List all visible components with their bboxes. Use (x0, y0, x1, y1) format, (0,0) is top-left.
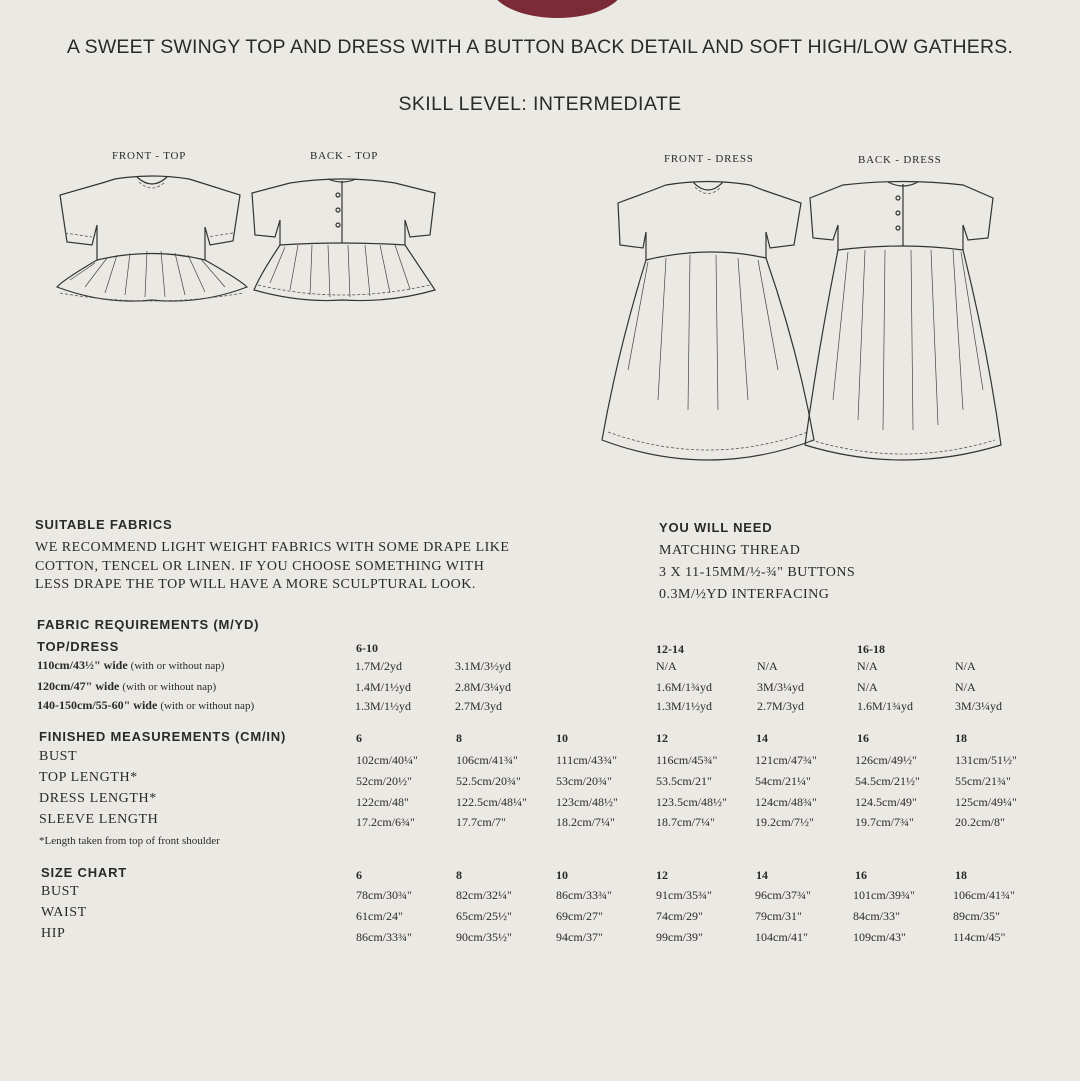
size-label: HIP (41, 926, 66, 941)
size-cell: 106cm/41¾" (953, 888, 1015, 902)
label-back-top: BACK - TOP (310, 150, 379, 162)
measure-cell: 54cm/21¼" (755, 774, 811, 788)
size-header: 12 (656, 868, 668, 882)
size-label: WAIST (41, 905, 87, 920)
fabric-cell: N/A (857, 659, 878, 673)
finished-measurements-table (0, 729, 1080, 854)
you-will-need-heading: YOU WILL NEED (659, 520, 773, 535)
front-top-illustration (55, 165, 250, 315)
measure-cell: 53cm/20¾" (556, 774, 612, 788)
size-cell: 114cm/45" (953, 930, 1006, 944)
fabric-line: COTTON, TENCEL OR LINEN. IF YOU CHOOSE SOMETHING WITH (35, 558, 485, 574)
measure-cell: 53.5cm/21" (656, 774, 712, 788)
size-cell: 84cm/33" (853, 909, 900, 923)
measure-cell: 52cm/20½" (356, 774, 412, 788)
skill-level: SKILL LEVEL: INTERMEDIATE (398, 93, 682, 115)
measure-cell: 123.5cm/48½" (656, 795, 727, 809)
fabric-cell: N/A (955, 680, 976, 694)
measure-cell: 116cm/45¾" (656, 753, 718, 767)
size-cell: 94cm/37" (556, 930, 603, 944)
measure-cell: 111cm/43¾" (556, 753, 618, 767)
size-cell: 86cm/33¾" (556, 888, 612, 902)
size-header: 6 (356, 731, 362, 745)
measure-cell: 17.2cm/6¾" (356, 815, 415, 829)
fabric-cell: N/A (757, 659, 778, 673)
size-cell: 101cm/39¾" (853, 888, 915, 902)
size-chart-heading: SIZE CHART (41, 865, 127, 880)
suitable-fabrics-heading: SUITABLE FABRICS (35, 517, 173, 532)
back-top-illustration (250, 165, 445, 315)
front-dress-illustration (598, 170, 818, 475)
fabric-cell: 2.8M/3¼yd (455, 680, 512, 694)
fabric-row-label: 120cm/47" wide (with or without nap) (37, 679, 217, 693)
need-item: MATCHING THREAD (659, 543, 801, 558)
fabric-cell: 3M/3¼yd (757, 680, 805, 694)
fabric-cell: 1.3M/1½yd (656, 699, 713, 713)
measure-cell: 125cm/49¼" (955, 795, 1017, 809)
top-dress-subheading: TOP/DRESS (37, 639, 120, 654)
size-group: 16-18 (857, 642, 885, 656)
fabric-line: WE RECOMMEND LIGHT WEIGHT FABRICS WITH SOME DRAPE LIKE (35, 540, 510, 555)
measure-cell: 122.5cm/48¼" (456, 795, 527, 809)
size-header: 10 (556, 731, 568, 745)
size-cell: 91cm/35¾" (656, 888, 712, 902)
size-cell: 65cm/25½" (456, 909, 512, 923)
measure-label: TOP LENGTH* (39, 770, 138, 785)
fabric-cell: N/A (955, 659, 976, 673)
size-cell: 78cm/30¾" (356, 888, 412, 902)
size-cell: 79cm/31" (755, 909, 802, 923)
size-header: 18 (955, 731, 967, 745)
size-cell: 90cm/35½" (456, 930, 512, 944)
size-cell: 61cm/24" (356, 909, 403, 923)
measure-cell: 106cm/41¾" (456, 753, 518, 767)
size-header: 18 (955, 868, 967, 882)
size-header: 12 (656, 731, 668, 745)
size-group: 12-14 (656, 642, 684, 656)
measure-cell: 124.5cm/49" (855, 795, 917, 809)
label-front-top: FRONT - TOP (112, 150, 187, 162)
need-item: 3 X 11-15MM/½-¾" BUTTONS (659, 565, 856, 580)
measure-label: BUST (39, 749, 78, 764)
tagline: A SWEET SWINGY TOP AND DRESS WITH A BUTTON BACK DETAIL AND SOFT HIGH/LOW GATHERS. (66, 36, 1014, 58)
size-header: 8 (456, 731, 462, 745)
size-header: 6 (356, 868, 362, 882)
size-cell: 82cm/32¼" (456, 888, 512, 902)
size-header: 16 (855, 868, 867, 882)
measure-cell: 20.2cm/8" (955, 815, 1005, 829)
measure-cell: 55cm/21¾" (955, 774, 1011, 788)
size-cell: 99cm/39" (656, 930, 703, 944)
fabric-row-label: 140-150cm/55-60" wide (with or without nap) (37, 698, 255, 712)
fabric-cell: 1.6M/1¾yd (656, 680, 713, 694)
measure-footnote: *Length taken from top of front shoulder (39, 835, 220, 847)
fabric-cell: 2.7M/3yd (757, 699, 805, 713)
fabric-row-label: 110cm/43½" wide (with or without nap) (37, 658, 225, 672)
fabric-cell: 2.7M/3yd (455, 699, 503, 713)
measure-cell: 54.5cm/21½" (855, 774, 920, 788)
measure-cell: 131cm/51½" (955, 753, 1017, 767)
size-header: 10 (556, 868, 568, 882)
measure-label: SLEEVE LENGTH (39, 812, 159, 827)
measure-cell: 52.5cm/20¾" (456, 774, 521, 788)
size-cell: 104cm/41" (755, 930, 808, 944)
measure-cell: 102cm/40¼" (356, 753, 418, 767)
measure-cell: 122cm/48" (356, 795, 409, 809)
label-front-dress: FRONT - DRESS (664, 153, 754, 165)
fabric-cell: N/A (656, 659, 677, 673)
size-cell: 74cm/29" (656, 909, 703, 923)
fabric-requirements-heading: FABRIC REQUIREMENTS (M/YD) (37, 617, 260, 632)
fabric-cell: 3.1M/3½yd (455, 659, 512, 673)
measure-cell: 126cm/49½" (855, 753, 917, 767)
fabric-cell: 1.4M/1½yd (355, 680, 412, 694)
back-dress-illustration (803, 170, 1003, 475)
measure-cell: 19.2cm/7½" (755, 815, 814, 829)
size-header: 8 (456, 868, 462, 882)
fabric-cell: N/A (857, 680, 878, 694)
measure-label: DRESS LENGTH* (39, 791, 157, 806)
size-header: 14 (756, 868, 768, 882)
size-label: BUST (41, 884, 80, 899)
brand-shape (490, 0, 625, 18)
measure-cell: 19.7cm/7¾" (855, 815, 914, 829)
measure-cell: 17.7cm/7" (456, 815, 506, 829)
size-cell: 69cm/27" (556, 909, 603, 923)
suitable-fabrics-text (35, 539, 509, 595)
measure-cell: 124cm/48¾" (755, 795, 817, 809)
size-cell: 96cm/37¾" (755, 888, 811, 902)
fabric-line: LESS DRAPE THE TOP WILL HAVE A MORE SCULPTURAL LOOK. (35, 577, 476, 592)
size-cell: 86cm/33¾" (356, 930, 412, 944)
label-back-dress: BACK - DRESS (858, 154, 942, 166)
fabric-cell: 3M/3¼yd (955, 699, 1003, 713)
measure-cell: 18.2cm/7¼" (556, 815, 615, 829)
measure-cell: 121cm/47¾" (755, 753, 817, 767)
size-header: 14 (756, 731, 768, 745)
measure-cell: 18.7cm/7¼" (656, 815, 715, 829)
need-item: 0.3M/½YD INTERFACING (659, 587, 830, 602)
size-group: 6-10 (356, 641, 378, 655)
fabric-cell: 1.6M/1¾yd (857, 699, 914, 713)
fabric-requirements-table (37, 658, 1080, 728)
size-cell: 109cm/43" (853, 930, 906, 944)
size-cell: 89cm/35" (953, 909, 1000, 923)
measure-cell: 123cm/48½" (556, 795, 618, 809)
finished-measurements-heading: FINISHED MEASUREMENTS (CM/IN) (39, 729, 287, 744)
size-chart-table (0, 865, 1080, 955)
size-header: 16 (857, 731, 869, 745)
fabric-cell: 1.7M/2yd (355, 659, 403, 673)
you-will-need-list (659, 540, 855, 606)
fabric-cell: 1.3M/1½yd (355, 699, 412, 713)
